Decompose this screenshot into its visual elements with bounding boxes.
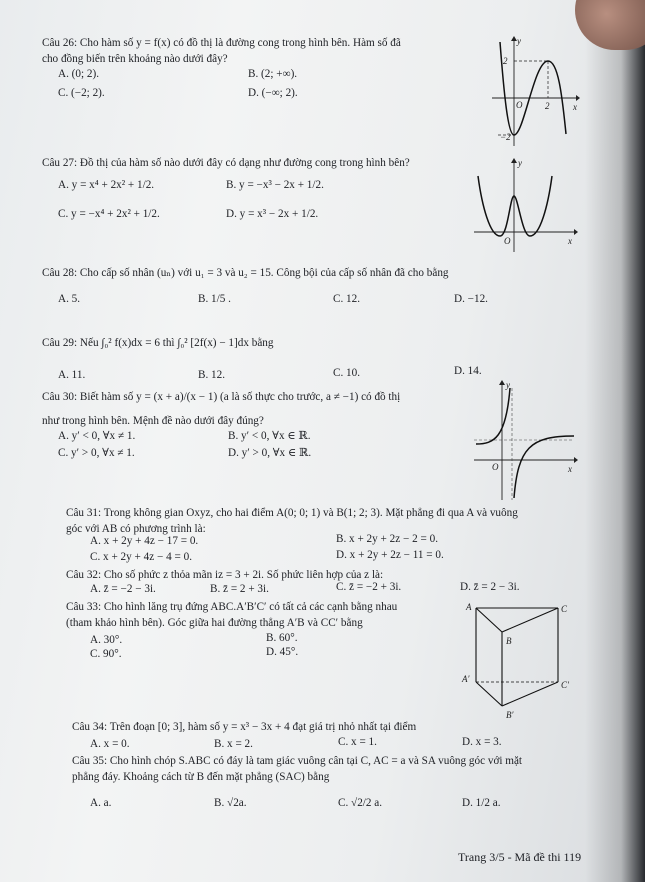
q26-origin-label: O: [516, 100, 523, 110]
q29-option-c: C. 10.: [333, 367, 361, 379]
q28-option-d: D. −12.: [454, 293, 488, 305]
q28-stem: Câu 28: Cho cấp số nhân (uₙ) với u₁ = 3 và u₂ = 15. Công bội của cấp số nhân đã cho bằng: [42, 267, 449, 279]
q33-option-b: B. 60°.: [266, 632, 298, 644]
q35-option-c: C. √2/2 a.: [338, 797, 383, 809]
q33-vertex-b1: B′: [506, 710, 514, 720]
q30-graph-figure: [470, 378, 580, 503]
q33-vertex-c: C: [561, 604, 568, 614]
q33-vertex-b: B: [506, 636, 512, 646]
q30-option-c: C. y′ > 0, ∀x ≠ 1.: [58, 447, 135, 459]
q32-stem: Câu 32: Cho số phức z thỏa mãn iz = 3 + 2i. Số phức liên hợp của z là:: [66, 569, 384, 581]
q27-stem: Câu 27: Đồ thị của hàm số nào dưới đây có dạng như đường cong trong hình bên?: [42, 157, 410, 169]
q33-option-a: A. 30°.: [90, 634, 123, 646]
q33-vertex-a: A: [466, 602, 472, 612]
q27-graph-figure: [470, 156, 580, 256]
q35-stem-line2: phẳng đáy. Khoảng cách từ B đến mặt phẳng (SAC) bằng: [72, 771, 330, 783]
q32-option-a: A. z̄ = −2 − 3i.: [90, 583, 156, 595]
q26-y-label: y: [517, 36, 521, 46]
q31-option-b: B. x + 2y + 2z − 2 = 0.: [336, 533, 438, 545]
q29-option-b: B. 12.: [198, 369, 226, 381]
q26-stem-line1: Câu 26: Cho hàm số y = f(x) có đồ thị là đường cong trong hình bên. Hàm số đã: [42, 37, 401, 49]
q27-option-c: C. y = −x⁴ + 2x² + 1/2.: [58, 208, 160, 220]
q26-stem-line2: cho đồng biến trên khoảng nào dưới đây?: [42, 53, 228, 65]
q26-graph-figure: [488, 34, 580, 150]
q31-stem-line1: Câu 31: Trong không gian Oxyz, cho hai điểm A(0; 0; 1) và B(1; 2; 3). Mặt phẳng đi qua A và vuông: [66, 507, 518, 519]
q31-stem-line2: góc với AB có phương trình là:: [66, 523, 206, 535]
q33-stem-line2: (tham khảo hình bên). Góc giữa hai đường thẳng A′B và CC′ bằng: [66, 617, 363, 629]
q26-x-label: x: [573, 102, 577, 112]
q33-prism-figure: [462, 598, 582, 722]
q28-option-c: C. 12.: [333, 293, 361, 305]
q33-option-d: D. 45°.: [266, 646, 299, 658]
q26-option-a: A. (0; 2).: [58, 68, 100, 80]
paper-edge-shadow: [585, 0, 645, 882]
q35-stem-line1: Câu 35: Cho hình chóp S.ABC có đáy là tam giác vuông cân tại C, AC = a và SA vuông góc với mặt: [72, 755, 523, 767]
q27-option-d: D. y = x³ − 2x + 1/2.: [226, 208, 319, 220]
q34-option-d: D. x = 3.: [462, 736, 502, 748]
q34-stem: Câu 34: Trên đoạn [0; 3], hàm số y = x³ − 3x + 4 đạt giá trị nhỏ nhất tại điểm: [72, 721, 417, 733]
q33-vertex-a1: A′: [462, 674, 470, 684]
q27-x-label: x: [568, 236, 572, 246]
q28-option-b: B. 1/5 .: [198, 293, 231, 305]
q35-option-a: A. a.: [90, 797, 112, 809]
q30-option-a: A. y′ < 0, ∀x ≠ 1.: [58, 430, 136, 442]
q29-stem: Câu 29: Nếu ∫₀² f(x)dx = 6 thì ∫₀² [2f(x) − 1]dx bằng: [42, 337, 274, 349]
q26-option-c: C. (−2; 2).: [58, 87, 105, 99]
q27-option-b: B. y = −x³ − 2x + 1/2.: [226, 179, 324, 191]
q30-stem-line2: như trong hình bên. Mệnh đề nào dưới đây đúng?: [42, 415, 264, 427]
q31-option-d: D. x + 2y + 2z − 11 = 0.: [336, 549, 444, 561]
q26-y-tick-2: 2: [503, 56, 508, 66]
q26-option-b: B. (2; +∞).: [248, 68, 298, 80]
q30-stem-line1: Câu 30: Biết hàm số y = (x + a)/(x − 1) (a là số thực cho trước, a ≠ −1) có đồ thị: [42, 391, 401, 403]
q26-option-d: D. (−∞; 2).: [248, 87, 298, 99]
q30-x-label: x: [568, 464, 572, 474]
q30-y-label: y: [506, 380, 510, 390]
q29-option-d: D. 14.: [454, 365, 482, 377]
q27-origin-label: O: [504, 236, 511, 246]
q32-option-b: B. z̄ = 2 + 3i.: [210, 583, 269, 595]
q30-option-b: B. y′ < 0, ∀x ∈ ℝ.: [228, 430, 311, 442]
page-footer: Trang 3/5 - Mã đề thi 119: [458, 850, 582, 864]
q32-option-c: C. z̄ = −2 + 3i.: [336, 581, 402, 593]
q26-x-tick-2: 2: [545, 101, 550, 111]
q34-option-a: A. x = 0.: [90, 738, 130, 750]
q35-option-b: B. √2a.: [214, 797, 247, 809]
q30-option-d: D. y′ > 0, ∀x ∈ ℝ.: [228, 447, 312, 459]
q35-option-d: D. 1/2 a.: [462, 797, 501, 809]
q31-option-a: A. x + 2y + 4z − 17 = 0.: [90, 535, 199, 547]
q34-option-b: B. x = 2.: [214, 738, 253, 750]
q27-option-a: A. y = x⁴ + 2x² + 1/2.: [58, 179, 155, 191]
q26-y-tick-neg2: −2: [500, 132, 511, 142]
q28-option-a: A. 5.: [58, 293, 81, 305]
q34-option-c: C. x = 1.: [338, 736, 377, 748]
q32-option-d: D. z̄ = 2 − 3i.: [460, 581, 520, 593]
q31-option-c: C. x + 2y + 4z − 4 = 0.: [90, 551, 192, 563]
q33-option-c: C. 90°.: [90, 648, 122, 660]
q33-stem-line1: Câu 33: Cho hình lăng trụ đứng ABC.A′B′C′ có tất cả các cạnh bằng nhau: [66, 601, 398, 613]
q29-option-a: A. 11.: [58, 369, 86, 381]
q30-origin-label: O: [492, 462, 499, 472]
q27-y-label: y: [518, 158, 522, 168]
q33-vertex-c1: C′: [561, 680, 569, 690]
